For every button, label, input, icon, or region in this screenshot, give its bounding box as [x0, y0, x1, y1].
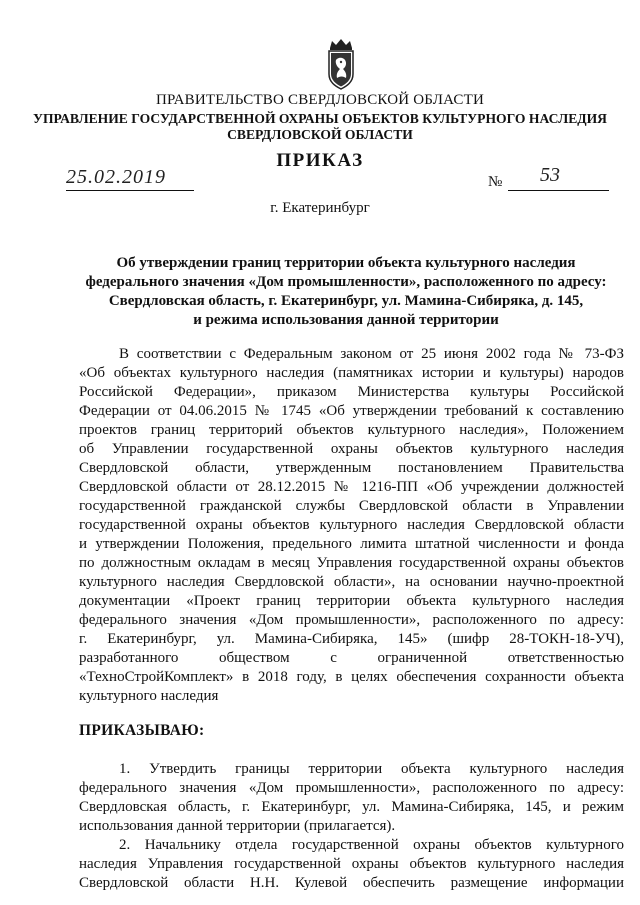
- number-label: №: [488, 174, 503, 190]
- preamble-paragraph: [79, 345, 624, 706]
- item-line: 2. Начальнику отдела государственной охраны объектов культурного: [119, 837, 624, 853]
- city-of-issue: г. Екатеринбург: [270, 200, 370, 216]
- item-line: использования данной территории (прилагается).: [79, 818, 396, 834]
- preamble-line: Свердловской области от 28.12.2015 № 1216-ПП «Об учреждении должностей: [79, 479, 624, 495]
- preamble-line: документации «Проект границ территории объекта культурного наследия: [79, 593, 624, 609]
- preamble-line: Российской Федерации», приказом Министерства культуры Российской: [79, 384, 624, 400]
- order-item-1: [79, 760, 624, 836]
- subject-line: и режима использования данной территории: [193, 312, 499, 328]
- preamble-line: Федерации от 04.06.2015 № 1745 «Об утверждении требований к составлению: [79, 403, 624, 419]
- preamble-line: «ТехноСтройКомплект» в 2018 году, в целях обеспечения сохранности объекта: [79, 669, 624, 685]
- order-word: ПРИКАЗЫВАЮ:: [79, 722, 205, 739]
- item-line: наследия Управления государственной охраны объектов культурного наследия: [79, 856, 624, 872]
- order-subject: [66, 254, 626, 330]
- subject-line: федерального значения «Дом промышленности», расположенного по адресу:: [85, 274, 607, 290]
- subject-line: Свердловская область, г. Екатеринбург, ул. Мамина-Сибиряка, д. 145,: [108, 293, 584, 309]
- preamble-line: В соответствии с Федеральным законом от 25 июня 2002 года № 73-ФЗ: [119, 346, 624, 362]
- item-line: федерального значения «Дом промышленности», расположенного по адресу:: [79, 780, 624, 796]
- preamble-line: культурного наследия: [79, 688, 219, 704]
- order-item-2: [79, 836, 624, 893]
- number-underline: [508, 190, 609, 191]
- item-line: Свердловской области Н.Н. Кулевой обеспечить размещение информации: [79, 875, 624, 891]
- preamble-line: по должностным окладам в месяц Управления государственной охраны объектов: [79, 555, 624, 571]
- item-line: 1. Утвердить границы территории объекта культурного наследия: [119, 761, 624, 777]
- preamble-line: культурного наследия Свердловской области», на основании научно-проектной: [79, 574, 624, 590]
- preamble-line: «Об объектах культурного наследия (памятниках истории и культуры) народов: [79, 365, 624, 381]
- coat-of-arms-icon: [326, 38, 356, 90]
- date-underline: [66, 190, 194, 191]
- subject-line: Об утверждении границ территории объекта культурного наследия: [116, 255, 576, 271]
- preamble-line: г. Екатеринбург, ул. Мамина-Сибиряка, 145» (шифр 28-ТОКН-18-УЧ),: [79, 631, 624, 647]
- preamble-line: проектов границ территорий объектов культурного наследия», Положением: [79, 422, 624, 438]
- preamble-line: государственной гражданской службы Свердловской области в Управлении: [79, 498, 624, 514]
- department-name-line-1: УПРАВЛЕНИЕ ГОСУДАРСТВЕННОЙ ОХРАНЫ ОБЪЕКТОВ КУЛЬТУРНОГО НАСЛЕДИЯ: [32, 111, 608, 126]
- government-name: ПРАВИТЕЛЬСТВО СВЕРДЛОВСКОЙ ОБЛАСТИ: [155, 92, 485, 108]
- preamble-line: государственной охраны объектов культурного наследия Свердловской области: [79, 517, 624, 533]
- preamble-line: об Управлении государственной охраны объектов культурного наследия: [79, 441, 624, 457]
- document-type-title: ПРИКАЗ: [276, 150, 364, 171]
- department-name-line-2: СВЕРДЛОВСКОЙ ОБЛАСТИ: [227, 127, 413, 142]
- preamble-line: федерального значения «Дом промышленности», расположенного по адресу:: [79, 612, 624, 628]
- preamble-line: разработанного обществом с ограниченной ответственностью: [79, 650, 624, 666]
- order-date: 25.02.2019: [66, 166, 166, 188]
- preamble-line: и утверждении Положения, предельного лимита штатной численности и фонда: [79, 536, 624, 552]
- order-number: 53: [540, 164, 560, 186]
- item-line: Свердловская область, г. Екатеринбург, ул. Мамина-Сибиряка, 145, и режим: [79, 799, 624, 815]
- preamble-line: Свердловской области, утвержденным постановлением Правительства: [79, 460, 624, 476]
